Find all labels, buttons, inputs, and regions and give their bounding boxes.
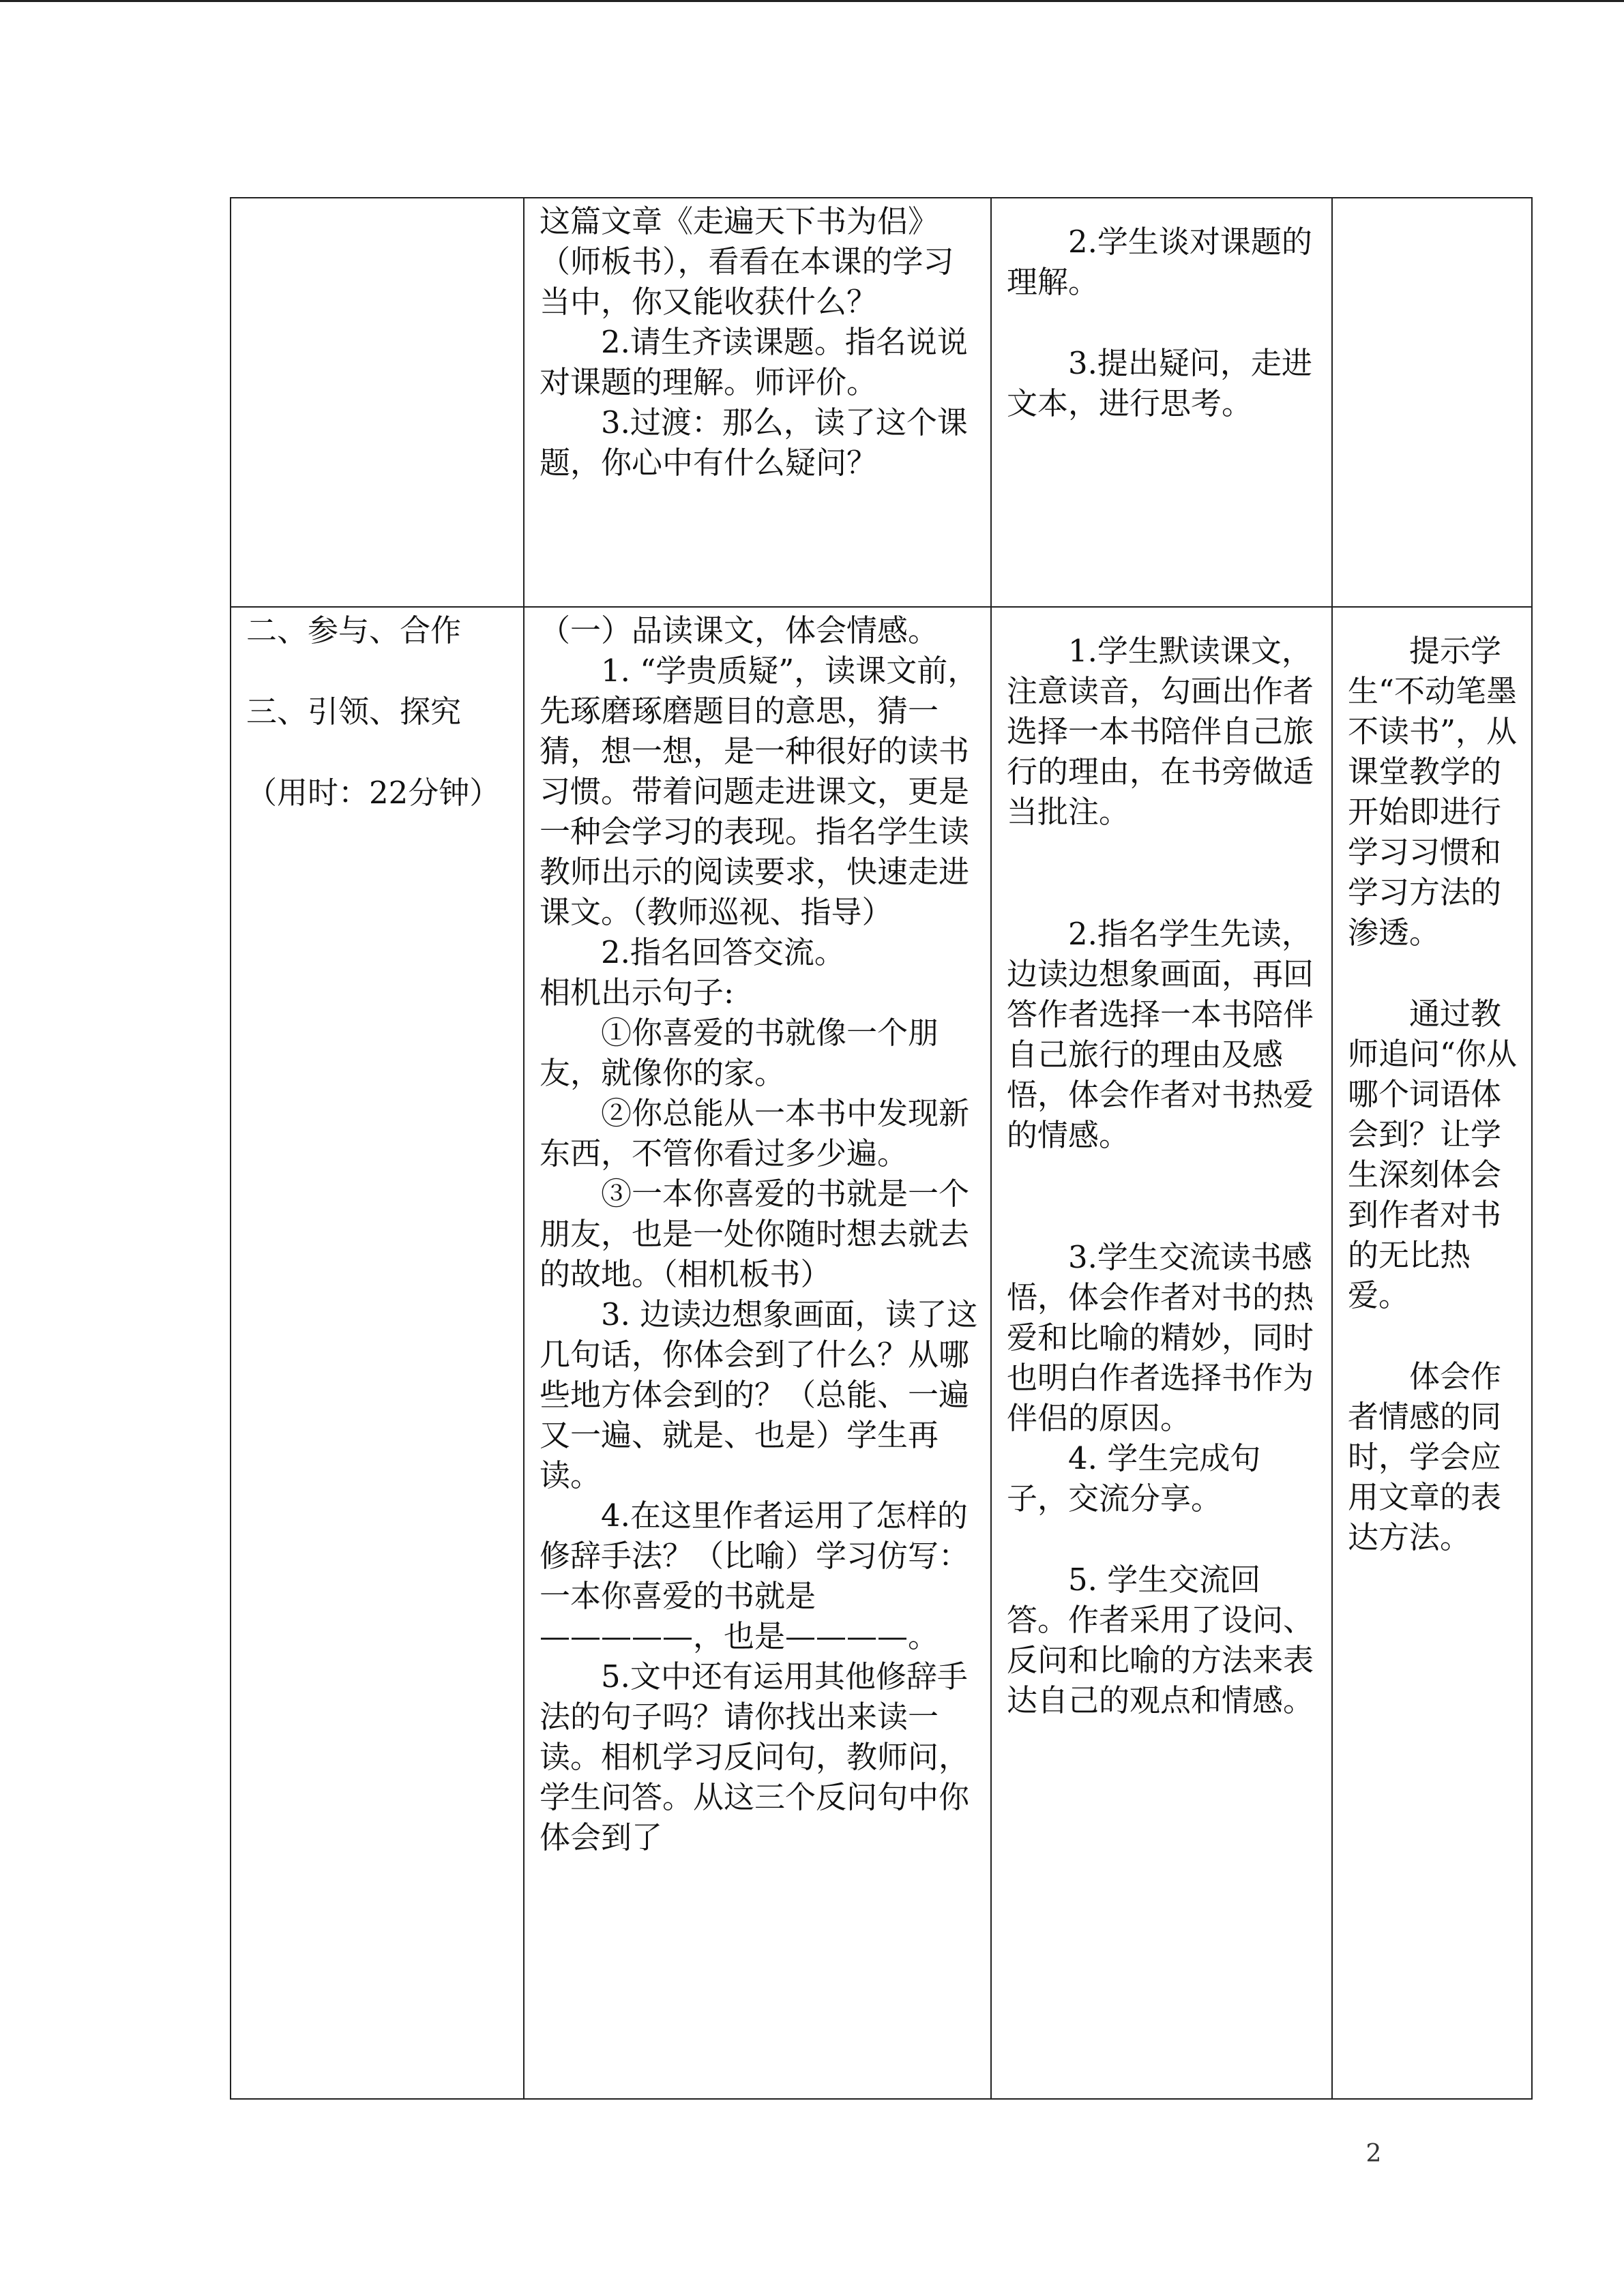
design-intent-paragraph: 提示学生“不动笔墨不读书”，从课堂教学的开始即进行学习习惯和学习方法的渗透。 (1348, 633, 1518, 951)
example-sentence: ①你喜爱的书就像一个朋友，就像你的家。 (540, 1015, 939, 1091)
stage-cell (231, 198, 524, 607)
student-activity-paragraph: 5. 学生交流回答。作者采用了设问、反问和比喻的方法来表达自己的观点和情感。 (1007, 1562, 1314, 1718)
design-intent-paragraph: 通过教师追问“你从哪个词语体会到？让学生深刻体会到作者对书的无比热爱。 (1348, 996, 1518, 1313)
lesson-plan-table (230, 197, 1533, 2100)
student-activity-cell (991, 198, 1332, 607)
design-intent-cell (1332, 607, 1532, 2099)
student-activity-paragraph: 3.学生交流读书感悟，体会作者对书的热爱和比喻的精妙，同时也明白作者选择书作为伴侣的原因。 (1007, 1239, 1314, 1436)
teacher-activity-paragraph: 1. “学贵质疑”，读课文前，先琢磨琢磨题目的意思，猜一猜，想一想，是一种很好的读书习惯。带着问题走进课文，更是一种会学习的表现。指名学生读教师出示的阅读要求，快速走进课文。（教师巡视、指导） (540, 653, 979, 930)
example-sentence: ②你总能从一本书中发现新东西，不管你看过多少遍。 (540, 1095, 970, 1172)
design-intent-cell (1332, 198, 1532, 607)
stage-title: 二、参与、合作 (246, 612, 462, 648)
teacher-activity-paragraph: 2.请生齐读课题。指名说说对课题的理解。师评价。 (540, 324, 968, 400)
table-row (231, 198, 1532, 607)
teacher-activity-paragraph: 3.过渡：那么，读了这个课题，你心中有什么疑问？ (540, 404, 968, 481)
student-activity-paragraph: 4. 学生完成句子，交流分享。 (1007, 1440, 1261, 1517)
example-sentence: ③一本你喜爱的书就是一个朋友，也是一处你随时想去就去的故地。（相机板书） (540, 1176, 970, 1292)
student-activity-paragraph: 2.指名学生先读，边读边想象画面，再回答作者选择一本书陪伴自己旅行的理由及感悟，体会作者对书热爱的情感。 (1007, 916, 1314, 1153)
teacher-activity-paragraph: 3. 边读边想象画面，读了这几句话，你体会到了什么？从哪些地方体会到的？（总能、一遍又一遍、就是、也是）学生再读。 (540, 1296, 978, 1493)
stage-title: 三、引领、探究 (246, 694, 462, 730)
teacher-activity-cell (524, 198, 991, 607)
student-activity-paragraph: 1.学生默读课文，注意读音，勾画出作者选择一本书陪伴自己旅行的理由，在书旁做适当批注。 (1007, 633, 1314, 830)
page-number: 2 (1365, 2140, 1382, 2168)
teacher-activity-cell (524, 607, 991, 2099)
table-row (231, 607, 1532, 2099)
top-border-line (0, 0, 1624, 2)
stage-cell (231, 607, 524, 2099)
student-activity-paragraph: 2.学生谈对课题的理解。 (1007, 224, 1312, 300)
teacher-activity-paragraph: 2.指名回答交流。 (601, 934, 845, 970)
student-activity-paragraph: 3.提出疑问，走进文本，进行思考。 (1007, 345, 1312, 421)
teacher-activity-paragraph: 相机出示句子: (540, 974, 735, 1011)
design-intent-paragraph: 体会作者情感的同时，学会应用文章的表达方法。 (1348, 1358, 1502, 1555)
teacher-activity-paragraph: 4.在这里作者运用了怎样的修辞手法？（比喻）学习仿写：一本你喜爱的书就是—————，也是————。 (540, 1497, 970, 1654)
teacher-activity-paragraph: 这篇文章《走遍天下书为侣》（师板书），看看在本课的学习当中，你又能收获什么？ (540, 203, 954, 320)
teacher-activity-paragraph: （一）品读课文，体会情感。 (540, 612, 939, 648)
teacher-activity-paragraph: 5.文中还有运用其他修辞手法的句子吗？请你找出来读一读。相机学习反问句，教师问，学生问答。从这三个反问句中你体会到了 (540, 1658, 970, 1855)
student-activity-cell (991, 607, 1332, 2099)
stage-duration: （用时：22分钟） (246, 775, 501, 811)
